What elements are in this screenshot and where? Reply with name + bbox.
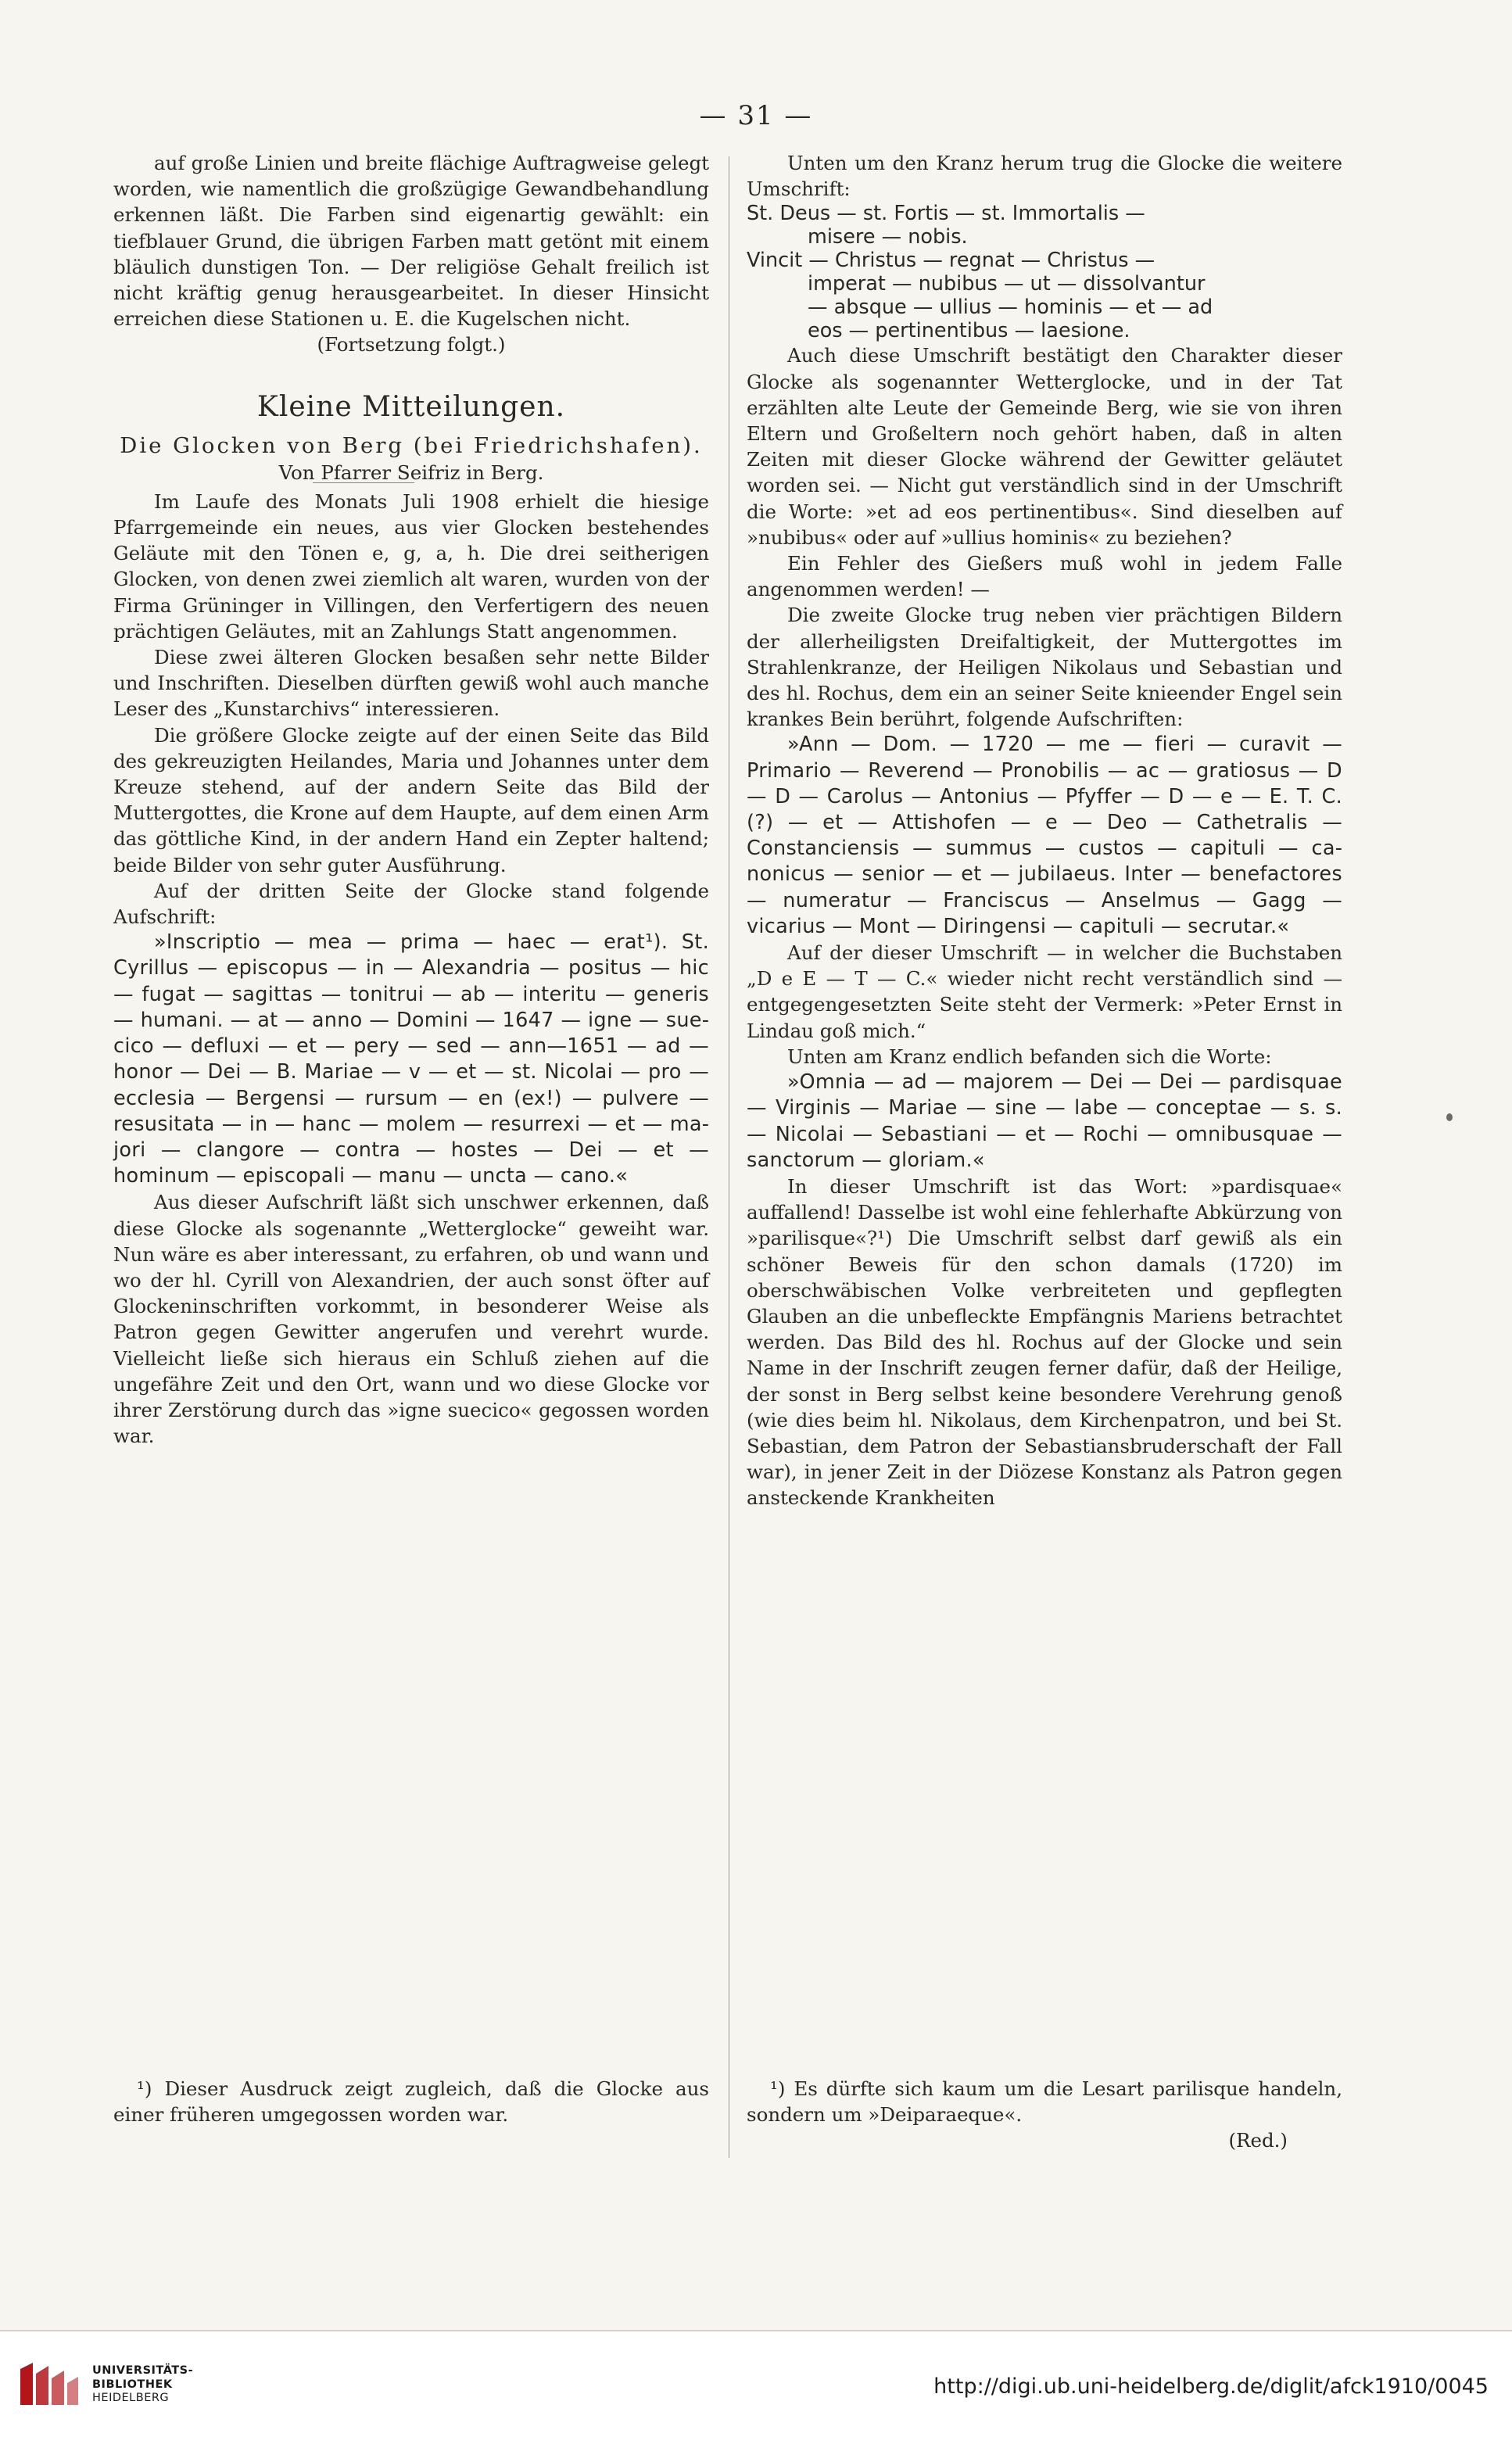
library-name-line: BIBLIOTHEK xyxy=(92,2378,173,2391)
paragraph: Diese zwei älteren Glocken besaßen sehr nette Bilder und Inschriften. Dieselben dürften gewiß wohl auch manche Leser des „Kunstarchivs“ interessieren. xyxy=(113,646,709,721)
verse-line: imperat — nubibus — ut — dissolvantur xyxy=(808,272,1206,296)
section-title: Kleine Mitteilungen. xyxy=(256,390,566,423)
footnote-right xyxy=(747,2076,1342,2153)
paragraph: Auch diese Umschrift bestätigt den Charakter dieser Glocke als sogenannter Wetterglocke, und in der Tat erzählten alte Leute der Gemeinde Berg, wie sie von ihren Eltern und Großeltern noch gehört haben, daß in alten Zeiten mit dieser Glocke während der Gewitter geläutet worden sei. — Nicht gut verständlich sind in der Umschrift die Worte: »et ad eos pertinentibus«. Sind dieselben auf »nubibus« oder auf »ullius hominis« zu beziehen? xyxy=(747,344,1342,549)
library-name[interactable] xyxy=(92,2364,193,2406)
paragraph: Ein Fehler des Gießers muß wohl in jedem Falle angenommen werden! — xyxy=(747,552,1342,601)
right-column xyxy=(747,150,1342,1511)
footnote-signature: (Red.) xyxy=(1228,2129,1288,2152)
paragraph: Im Laufe des Monats Juli 1908 erhielt die hiesige Pfarrgemeinde ein neues, aus vier Glocken bestehendes Geläute mit den Tönen e, g, a, h. Die drei seitherigen Glocken, von denen zwei ziemlich alt waren, wurden von der Firma Grüninger in Villingen, den Verfertigern des neuen prächtigen Geläutes, mit an Zahlungs Statt angenommen. xyxy=(113,489,709,643)
verse-line: eos — pertinentibus — laesione. xyxy=(808,319,1130,343)
paragraph: Die zweite Glocke trug neben vier prächtigen Bildern der allerheiligsten Dreifaltigkeit, der Muttergottes im Strahlenkranze, der Heiligen Nikolaus und Sebastian und des hl. Rochus, dem ein an seiner Seite knieender Engel sein krankes Bein berührt, folgende Aufschriften: xyxy=(747,604,1342,731)
paragraph: auf große Linien und breite flächige Auftragweise gelegt worden, wie namentlich die großzügige Gewandbehandlung erkennen läßt. Die Farben sind eigenartig gewählt: ein tiefblauer Grund, die übrigen Farben matt getönt mit einem bläulich dunstigen Ton. — Der religiöse Gehalt freilich ist nicht kräftig genug herausgearbeitet. In dieser Hinsicht erreichen diese Stationen u. E. die Kugelschen nicht. xyxy=(113,152,709,331)
verse-line: Vincit — Christus — regnat — Christus — xyxy=(747,249,1155,273)
footnote-left xyxy=(113,2076,709,2127)
footnote-text: ¹) Dieser Ausdruck zeigt zugleich, daß die Glocke aus einer früheren umgegossen worden war. xyxy=(113,2077,709,2126)
document-url-link[interactable]: http://digi.ub.uni-heidelberg.de/diglit/afck1910/0045 xyxy=(933,2374,1489,2399)
paragraph: Auf der dritten Seite der Glocke stand folgende Aufschrift: xyxy=(113,879,709,929)
paragraph: Auf der dieser Umschrift — in welcher die Buchstaben „D e E — T — C.« wieder nicht recht verständlich sind — entgegengesetzten Seite steht der Vermerk: »Peter Ernst in Lindau goß mich.“ xyxy=(747,941,1342,1042)
left-column xyxy=(113,150,709,1449)
verse-line: — absque — ullius — hominis — et — ad xyxy=(808,296,1213,320)
page-number: — 31 — xyxy=(699,100,813,131)
library-name-line: HEIDELBERG xyxy=(92,2392,170,2404)
library-footer xyxy=(0,2330,1512,2437)
margin-mark xyxy=(1446,1113,1453,1121)
bell-inscription: »Omnia — ad — majorem — Dei — Dei — pardisquae — Virginis — Mariae — sine — labe — conceptae — s. s. — Nicolai — Sebastiani — et — Rochi — omnibusquae — sanctorum — gloriam.« xyxy=(747,1070,1342,1172)
paragraph: Unten um den Kranz herum trug die Glocke die weitere Umschrift: xyxy=(747,152,1342,201)
verse-line: St. Deus — st. Fortis — st. Immortalis — xyxy=(747,202,1145,226)
paragraph: Aus dieser Aufschrift läßt sich unschwer erkennen, daß diese Glocke als sogenannte „Wetterglocke“ geweiht war. Nun wäre es aber interessant, zu erfahren, ob und wann und wo der hl. Cyrill von Alexandrien, der auch sonst öfter auf Glockeninschriften vorkommt, in besonderer Weise als Patron gegen Gewitter angerufen und verehrt wurde. Vielleicht ließe sich hieraus ein Schluß ziehen auf die ungefähre Zeit und den Ort, wann und wo diese Glocke vor ihrer Zerstörung durch das »igne suecico« gegossen worden war. xyxy=(113,1191,709,1448)
library-name-line: UNIVERSITÄTS- xyxy=(92,2364,194,2377)
footnote-text: ¹) Es dürfte sich kaum um die Lesart parilisque handeln, sondern um »Deiparaeque«. xyxy=(747,2077,1342,2126)
continued-note: (Fortsetzung folgt.) xyxy=(317,333,506,357)
paragraph: Unten am Kranz endlich befanden sich die Worte: xyxy=(787,1045,1272,1068)
university-logo-icon[interactable] xyxy=(17,2358,81,2410)
bell-inscription: »Ann — Dom. — 1720 — me — fieri — curavit — Primario — Reverend — Pronobilis — ac — gratiosus — D — D — Carolus — Antonius — Pfyffer — D — e — E. T. C. (?) — et — Attishofen — e — Deo — Cathetralis — Constanciensis — summus — custos — capituli — canonicus — senior — et — jubilaeus. Inter — benefactores — numeratur — Franciscus — Anselmus — Gagg — vicarius — Mont — Diringensi — capituli — secrutar.« xyxy=(747,733,1342,938)
byline: Von Pfarrer Seifriz in Berg. xyxy=(278,461,544,484)
bell-inscription-verse xyxy=(747,202,1342,342)
verse-line: misere — nobis. xyxy=(808,225,968,249)
paragraph: Die größere Glocke zeigte auf der einen Seite das Bild des gekreuzigten Heilandes, Maria und Johannes unter dem Kreuze stehend, auf der andern Seite das Bild der Muttergottes, die Krone auf dem Haupte, auf dem einen Arm das göttliche Kind, in der andern Hand ein Zepter haltend; beide Bilder von sehr guter Ausführung. xyxy=(113,723,709,876)
bell-inscription: »Inscriptio — mea — prima — haec — erat¹). St. Cyrillus — episcopus — in — Alexandria — positus — hic — fugat — sagittas — tonitrui — ab — interitu — generis — humani. — at — anno — Domini — 1647 — igne — suecico — defluxi — et — pery — sed — ann—1651 — ad — honor — Dei — B. Mariae — v — et — st. Nicolai — pro — ecclesia — Bergensi — rursum — en (ex!) — pulvere — resusitata — in — hanc — molem — resurrexi — et — majori — clangore — contra — hostes — Dei — et — hominum — episcopali — manu — uncta — cano.« xyxy=(113,930,709,1188)
article-title: Die Glocken von Berg (bei Friedrichshafen). xyxy=(120,432,703,458)
paragraph: In dieser Umschrift ist das Wort: »pardisquae« auffallend! Dasselbe ist wohl eine fehlerhafte Abkürzung von »parilisque«?¹) Die Umschrift selbst darf gewiß als ein schöner Beweis für den schon damals (1720) im oberschwäbischen Volke verbreiteten und gepflegten Glauben an die unbefleckte Empfängnis Mariens betrachtet werden. Das Bild des hl. Rochus auf der Glocke und sein Name in der Inschrift zeugen ferner dafür, daß der Heilige, der sonst in Berg selbst keine besondere Verehrung genoß (wie dies beim hl. Nikolaus, dem Kirchenpatron, und bei St. Sebastian, dem Patron der Sebastiansbruderschaft der Fall war), in jener Zeit in der Diözese Konstanz als Patron gegen ansteckende Krankheiten xyxy=(747,1174,1342,1510)
